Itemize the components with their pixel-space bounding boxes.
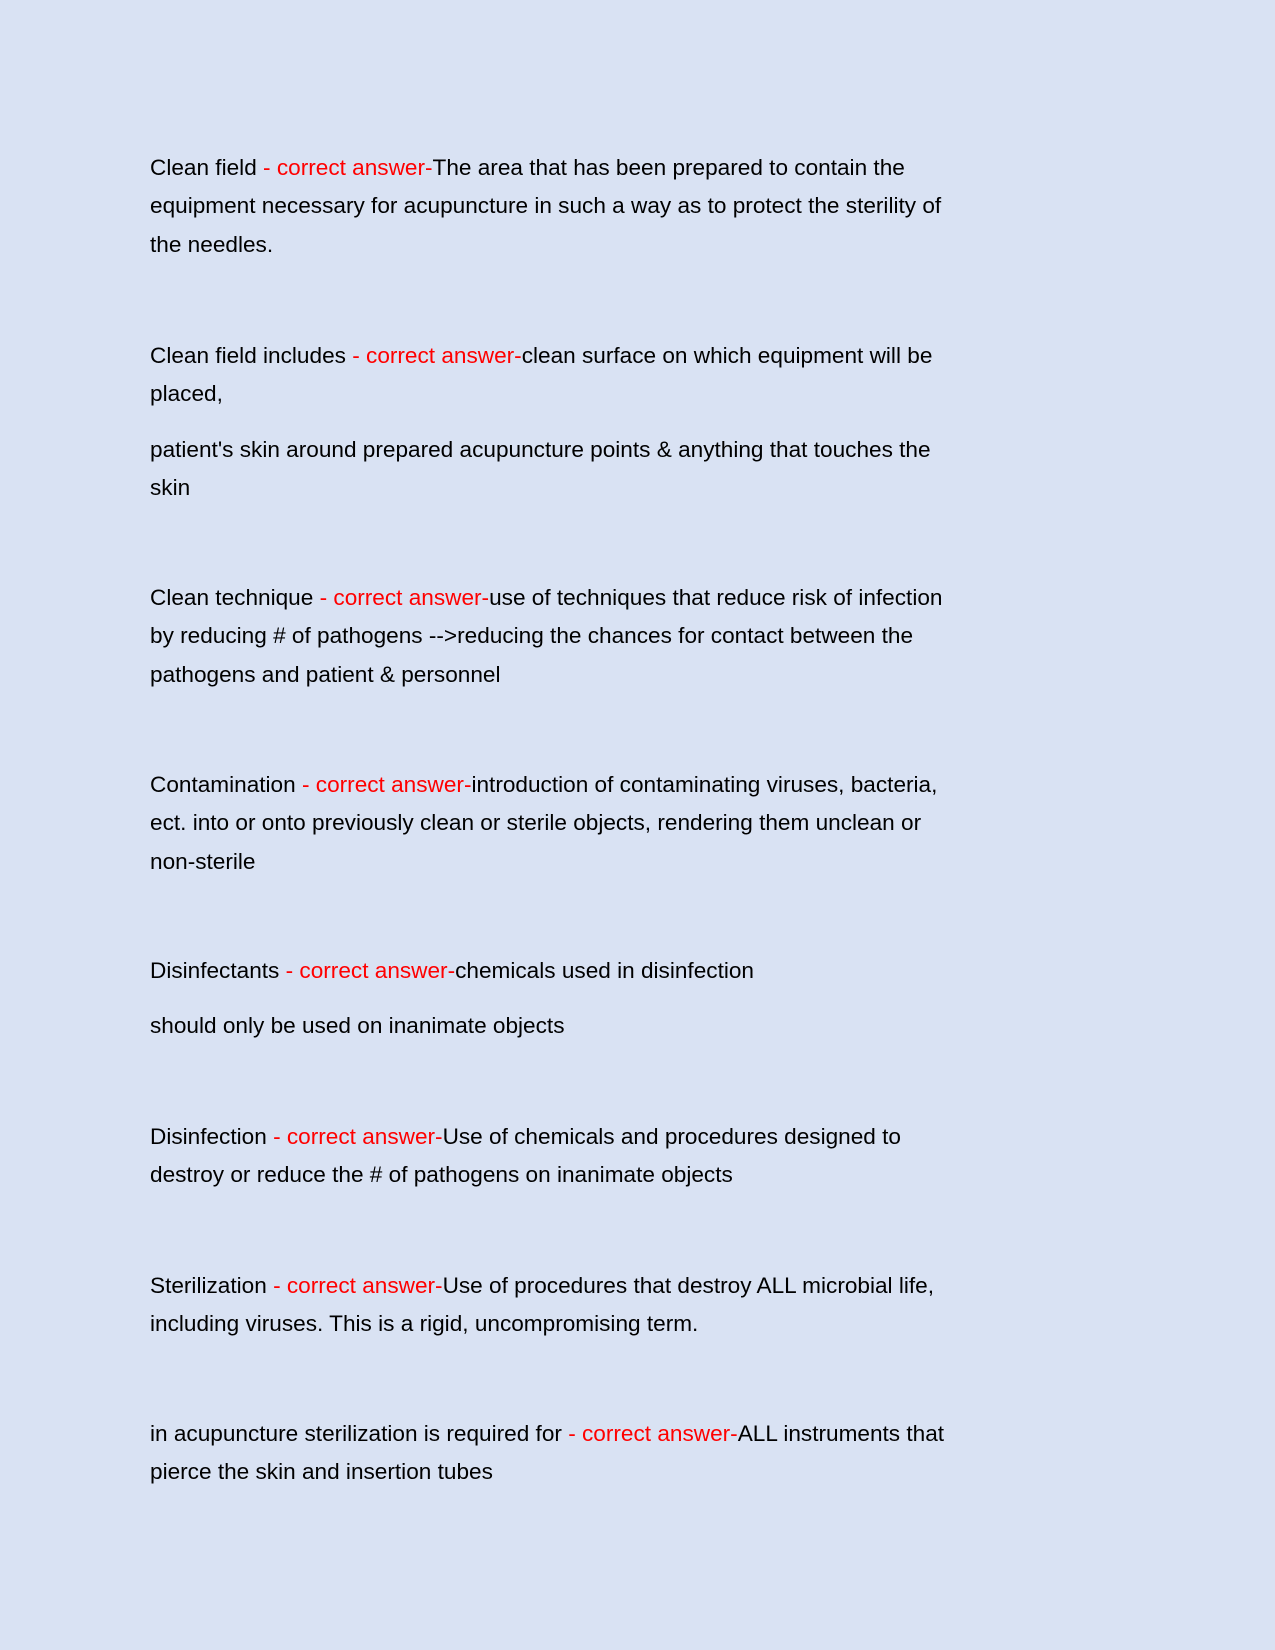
definition-line: the needles. [150, 231, 274, 257]
definition: use of techniques that reduce risk of infection [489, 585, 943, 610]
answer-marker: - correct answer- [313, 585, 490, 610]
term: Clean technique [150, 585, 314, 610]
entry-line [150, 1118, 1150, 1156]
entry-disinfection [150, 1118, 1150, 1195]
definition: clean surface on which equipment will be [521, 343, 933, 368]
definition-line: including viruses. This is a rigid, uncompromising term. [150, 1311, 699, 1337]
answer-marker: - correct answer- [256, 155, 433, 180]
definition-line: skin [150, 475, 191, 501]
definition-line: patient's skin around prepared acupuncture points & anything that touches the [150, 436, 931, 462]
definition: The area that has been prepared to contain the [432, 155, 905, 180]
definition-line: pierce the skin and insertion tubes [150, 1459, 493, 1485]
entry-sterilization-required [150, 1415, 1150, 1492]
answer-marker: - correct answer- [561, 1421, 738, 1446]
answer-marker: - correct answer- [266, 1273, 443, 1298]
definition-line: destroy or reduce the # of pathogens on inanimate objects [150, 1162, 733, 1188]
definition-line: by reducing # of pathogens -->reducing the chances for contact between the [150, 623, 914, 649]
term: Sterilization [150, 1273, 267, 1298]
entry-contamination [150, 766, 1150, 881]
entry-line [150, 1267, 1150, 1305]
term: Clean field includes [150, 343, 346, 368]
definition-line: ect. into or onto previously clean or sterile objects, rendering them unclean or [150, 810, 922, 836]
entry-clean-technique [150, 579, 1150, 694]
answer-marker: - correct answer- [345, 343, 522, 368]
term: Contamination [150, 772, 296, 797]
term: Clean field [150, 155, 257, 180]
definition-line: should only be used on inanimate objects [150, 1013, 565, 1039]
entry-clean-field [150, 149, 1150, 264]
entry-line [150, 1415, 1150, 1453]
definition-line: non-sterile [150, 848, 256, 874]
definition: ALL instruments that [737, 1421, 945, 1446]
definition-line: placed, [150, 381, 223, 407]
entry-line [150, 952, 1150, 990]
term: Disinfection [150, 1124, 267, 1149]
term: in acupuncture sterilization is required for [150, 1421, 562, 1446]
answer-marker: - correct answer- [295, 772, 472, 797]
entry-line [150, 766, 1150, 804]
answer-marker: - correct answer- [279, 958, 456, 983]
definition: chemicals used in disinfection [455, 958, 755, 983]
entry-sterilization [150, 1267, 1150, 1344]
entry-disinfectants [150, 952, 1150, 1046]
answer-marker: - correct answer- [266, 1124, 443, 1149]
definition-line: equipment necessary for acupuncture in such a way as to protect the sterility of [150, 193, 942, 219]
entry-line [150, 337, 1150, 375]
term: Disinfectants [150, 958, 280, 983]
entry-line [150, 149, 1150, 187]
definition: introduction of contaminating viruses, bacteria, [471, 772, 938, 797]
definition: Use of procedures that destroy ALL microbial life, [442, 1273, 935, 1298]
entry-line [150, 579, 1150, 617]
definition: Use of chemicals and procedures designed to [442, 1124, 901, 1149]
definition-line: pathogens and patient & personnel [150, 661, 501, 687]
entry-clean-field-includes [150, 337, 1150, 508]
